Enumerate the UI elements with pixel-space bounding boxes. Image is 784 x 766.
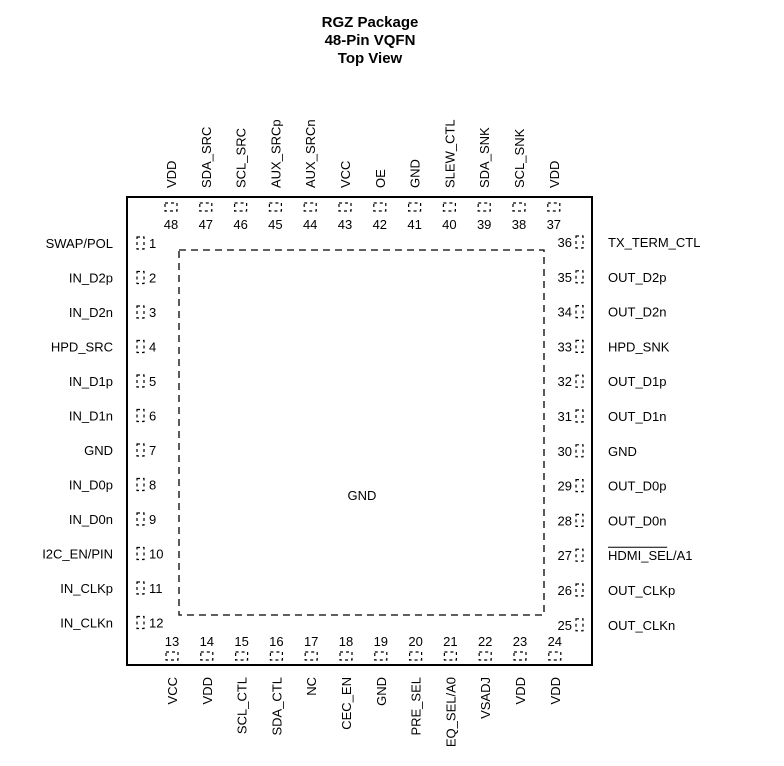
pin-number: 10 [149,546,164,562]
pin-number: 17 [303,634,319,649]
pin-pad [576,340,583,352]
pin-number: 36 [557,235,572,250]
pin-31 [558,409,667,424]
pin-19 [374,634,389,706]
pin-name: EQ_SEL/A0 [443,677,459,748]
pin-15 [234,634,249,734]
pin-name: GND [373,677,389,706]
pin-42 [373,169,388,232]
pin-number: 23 [512,634,528,649]
pins-layer [42,119,700,747]
thermal-pad-label: GND [347,488,377,503]
pin-41 [407,159,422,232]
pin-name: OUT_CLKn [608,617,676,633]
pin-name: SCL_CTL [234,677,250,735]
pin-pad [137,272,144,284]
pin-28 [558,513,667,528]
pin-26 [558,583,676,598]
pin-name: PRE_SEL [408,677,424,736]
pin-name: IN_D1n [68,408,113,424]
pin-pad [513,203,525,211]
pin-number: 25 [557,617,572,633]
pin-name: OUT_D0n [608,513,667,529]
pin-pad [576,375,583,387]
pin-27 [558,547,693,563]
pin-9 [69,512,156,527]
pin-33 [558,339,670,354]
pin-name: IN_D2p [68,270,113,286]
pin-18 [339,634,354,730]
package-outline [127,197,592,665]
pin-number: 19 [373,634,389,649]
pin-38 [512,128,527,232]
pin-number: 48 [163,217,179,232]
pin-pad [576,480,583,492]
pin-number: 30 [557,443,572,459]
pin-pad [137,375,144,387]
pin-number: 28 [557,513,572,529]
pin-name: NC [304,677,320,696]
pin-pad [576,514,583,526]
pin-name: IN_D0n [68,512,113,527]
pin-name: GND [407,159,423,188]
pin-name: OUT_D1n [608,409,667,424]
pin-25 [558,618,676,633]
pin-name: SCL_SRC [233,128,249,188]
pin-number: 8 [149,477,157,493]
pin-pad [375,652,387,660]
pin-pad [444,652,456,660]
pin-pad [576,445,583,457]
pin-32 [558,374,667,389]
pin-name: HPD_SRC [50,339,113,355]
pin-8 [69,478,156,493]
pin-number: 1 [149,236,157,251]
pin-44 [303,119,318,232]
pin-pad [236,652,248,660]
pin-pad [479,652,491,660]
pin-number: 37 [546,217,562,232]
pin-pad [137,582,144,594]
pin-name: IN_D0p [68,477,113,493]
pin-14 [200,634,215,704]
pin-pad [269,203,281,211]
pin-number: 7 [149,443,157,458]
pin-number: 47 [198,217,214,232]
pin-39 [477,127,492,232]
pin-pad [374,203,386,211]
pin-number: 16 [269,634,284,649]
pin-number: 27 [557,548,572,564]
pin-pad [339,203,351,211]
pin-21 [443,634,458,747]
pin-number: 15 [234,634,249,649]
pin-2 [69,271,156,286]
pin-29 [558,479,667,494]
pin-11 [60,581,162,596]
pin-pad [270,652,282,660]
pin-pad [235,203,247,211]
pin-pad [137,306,144,318]
pin-pad [514,652,526,660]
pin-47 [199,127,214,232]
pin-number: 38 [511,217,527,232]
pin-pad [201,652,213,660]
pin-pad [166,652,178,660]
pin-name: IN_D1p [68,374,113,389]
pin-46 [233,128,248,232]
pin-pad [576,619,583,631]
pin-name: OUT_D2p [608,269,667,285]
pin-name: IN_D2n [68,305,113,320]
pin-pad [576,410,583,422]
pin-number: 6 [149,408,157,424]
pin-number: 35 [557,269,572,285]
pin-number: 11 [149,581,163,596]
pin-pad [576,584,583,596]
pin-20 [408,634,423,736]
pin-number: 12 [149,615,164,631]
pin-name: VDD [164,160,179,188]
pin-16 [269,634,284,736]
pin-number: 42 [372,217,388,232]
pin-pad [137,548,144,560]
pin-number: 33 [557,339,572,355]
pin-pad [410,652,422,660]
pin-name: GND [84,443,113,458]
pin-pad [340,652,352,660]
pin-name: GND [608,443,637,459]
pin-pad [549,652,561,660]
pin-name: SCL_SNK [512,128,527,188]
pin-12 [60,616,163,631]
pin-4 [51,340,156,355]
pin-pad [305,652,317,660]
pin-pad [137,410,144,422]
pin-number: 44 [302,217,318,232]
pin-name: OUT_D2n [608,304,667,320]
pin-name: VCC [338,160,353,188]
pin-pad [576,549,583,561]
pin-pad [409,203,421,211]
pin-number: 32 [557,374,572,390]
pin-1 [46,236,157,251]
pin-name: SDA_CTL [269,677,285,736]
pin-40 [442,119,457,232]
pin-number: 34 [557,304,572,320]
pin-pad [304,203,316,211]
pin-number: 5 [149,374,157,389]
pin-name: SDA_SNK [477,127,493,188]
pin-number: 20 [408,634,423,649]
pin-number: 40 [442,217,457,232]
thermal-pad-outline [179,250,544,615]
pin-name: SWAP/POL [45,236,113,251]
pin-34 [558,305,667,320]
pin-number: 45 [268,217,283,232]
pin-pad [576,306,583,318]
pin-35 [558,270,667,285]
pin-number: 18 [338,634,354,649]
pin-name: SLEW_CTL [442,119,458,188]
pin-number: 14 [199,634,215,649]
pin-pad [576,271,583,283]
pin-pad [137,479,144,491]
pin-number: 22 [477,634,493,649]
pin-name: CEC_EN [339,677,354,730]
pin-name: OE [372,169,388,188]
pin-number: 26 [557,583,572,598]
pin-pad [137,444,144,456]
pin-pad [137,237,144,249]
pin-13 [165,634,180,704]
pin-name: VDD [546,160,562,188]
pin-pad [137,341,144,353]
pin-pad [200,203,212,211]
pin-number: 46 [233,217,248,232]
pin-6 [69,409,156,424]
pin-name: OUT_D0p [608,478,667,494]
pin-24 [548,634,563,704]
pin-name: OUT_CLKp [608,583,676,598]
pin-number: 41 [407,217,422,232]
pin-number: 21 [443,634,458,649]
pin-number: 9 [149,512,157,527]
pin-22 [478,634,493,719]
pin-name: HDMI_SEL/A1 [608,548,693,564]
pin-number: 39 [476,217,492,232]
pin-pad [165,203,177,211]
pin-23 [513,634,528,704]
pin-name: IN_CLKp [60,581,113,596]
pin-name: HPD_SNK [608,339,670,355]
pin-number: 43 [337,217,353,232]
pin-10 [42,547,163,562]
pin-45 [268,119,283,232]
pin-3 [69,305,156,320]
pin-number: 24 [547,634,563,649]
pin-name: AUX_SRCp [268,119,284,188]
pin-5 [69,374,156,389]
pin-name: IN_CLKn [60,615,113,631]
pin-number: 31 [557,409,572,424]
pin-36 [558,235,701,250]
pin-pad [548,203,560,211]
pin-name: I2C_EN/PIN [42,546,113,562]
pin-pad [576,236,583,248]
pin-pad [478,203,490,211]
pin-7 [84,443,156,458]
pin-name: VSADJ [478,677,494,719]
pin-name: VCC [165,677,180,705]
pin-name: AUX_SRCn [303,119,319,188]
pin-pad [443,203,455,211]
pin-number: 13 [164,634,180,649]
package-title-line2: 48-Pin VQFN [324,32,416,49]
pin-number: 4 [149,339,157,355]
pin-name: VDD [513,677,528,705]
package-title-line3: Top View [337,50,403,67]
pin-number: 3 [149,305,157,320]
pin-pad [137,513,144,525]
pin-name: VDD [199,677,215,705]
pin-name: OUT_D1p [608,374,667,390]
pin-name: VDD [547,677,563,705]
package-title-line1: RGZ Package [321,14,419,31]
pin-number: 29 [557,478,572,494]
pin-pad [137,617,144,629]
pin-number: 2 [149,270,157,286]
pin-30 [558,444,637,459]
pin-name: SDA_SRC [198,126,214,188]
pin-name: TX_TERM_CTL [608,235,701,250]
